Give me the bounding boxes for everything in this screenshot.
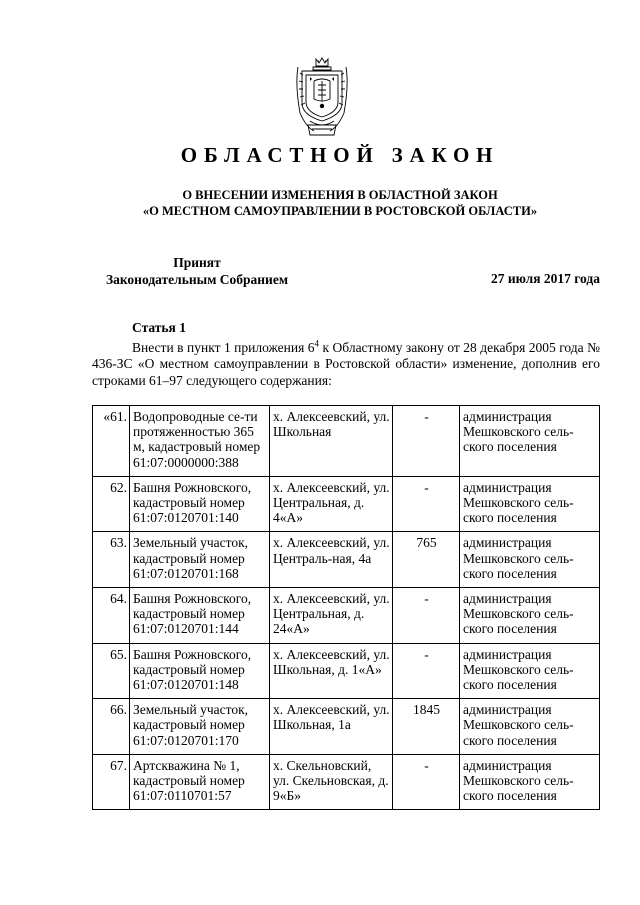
table-row [93,643,600,699]
article-text [92,340,600,389]
object-area-cell: - [393,754,460,810]
object-name-cell: Башня Рожновского, кадастровый номер 61:07:0120701:148 [130,643,270,699]
object-area-cell: - [393,643,460,699]
article-text-part-2: к Областному закону от 28 декабря 2005 года № 436-ЗС «О местном самоуправлении в Ростовской области» изменение, дополнив его строками 61–97 следующего содержания: [92,340,600,388]
administrator-cell: администрация Мешковского сель-ского поселения [460,588,600,644]
object-address-cell: х. Скельновский, ул. Скельновская, д. 9«Б» [270,754,393,810]
document-subtitle [0,187,640,219]
article-text-superscript: 4 [314,338,320,349]
object-address-cell: х. Алексеевский, ул. Центральная, д. 24«А» [270,588,393,644]
subtitle-line-2: «О МЕСТНОМ САМОУПРАВЛЕНИИ В РОСТОВСКОЙ ОБЛАСТИ» [142,204,538,218]
object-address-cell: х. Алексеевский, ул. Школьная [270,406,393,477]
row-number-cell: 67. [93,754,130,810]
object-name-cell: Земельный участок, кадастровый номер 61:07:0120701:168 [130,532,270,588]
object-address-cell: х. Алексеевский, ул. Центральная, д. 4«А» [270,476,393,532]
administrator-cell: администрация Мешковского сель-ского поселения [460,643,600,699]
object-area-cell: - [393,588,460,644]
table-row [93,476,600,532]
object-area-cell: 1845 [393,699,460,755]
coat-of-arms-icon [296,55,348,137]
table-row [93,699,600,755]
table-row [93,588,600,644]
administrator-cell: администрация Мешковского сель-ского поселения [460,754,600,810]
administrator-cell: администрация Мешковского сель-ского поселения [460,476,600,532]
article-text-part-1: Внести в пункт 1 приложения 6 [132,340,315,355]
row-number-cell: 66. [93,699,130,755]
object-area-cell: - [393,406,460,477]
table-row [93,754,600,810]
object-area-cell: - [393,476,460,532]
document-title: ОБЛАСТНОЙ ЗАКОН [180,143,500,167]
row-number-cell: 62. [93,476,130,532]
row-number-cell: 64. [93,588,130,644]
administrator-cell: администрация Мешковского сель-ского поселения [460,406,600,477]
table-row [93,532,600,588]
adoption-label-line-1: Принят [173,255,221,270]
object-address-cell: х. Алексеевский, ул. Школьная, д. 1«А» [270,643,393,699]
object-name-cell: Башня Рожновского, кадастровый номер 61:07:0120701:140 [130,476,270,532]
article-heading: Статья 1 [132,320,186,335]
adoption-label [92,254,302,288]
table-row [93,406,600,477]
subtitle-line-1: О ВНЕСЕНИИ ИЗМЕНЕНИЯ В ОБЛАСТНОЙ ЗАКОН [182,188,498,202]
row-number-cell: 63. [93,532,130,588]
row-number-cell: 65. [93,643,130,699]
object-address-cell: х. Алексеевский, ул. Централь-ная, 4а [270,532,393,588]
object-name-cell: Артскважина № 1, кадастровый номер 61:07:0110701:57 [130,754,270,810]
object-name-cell: Земельный участок, кадастровый номер 61:07:0120701:170 [130,699,270,755]
administrator-cell: администрация Мешковского сель-ского поселения [460,699,600,755]
object-name-cell: Водопроводные се-ти протяженностью 365 м, кадастровый номер 61:07:0000000:388 [130,406,270,477]
object-name-cell: Башня Рожновского, кадастровый номер 61:07:0120701:144 [130,588,270,644]
adoption-date: 27 июля 2017 года [491,271,600,286]
object-address-cell: х. Алексеевский, ул. Школьная, 1а [270,699,393,755]
amendment-table [92,405,600,810]
adoption-label-line-2: Законодательным Собранием [105,272,289,287]
object-area-cell: 765 [393,532,460,588]
administrator-cell: администрация Мешковского сель-ского поселения [460,532,600,588]
row-number-cell: «61. [93,406,130,477]
